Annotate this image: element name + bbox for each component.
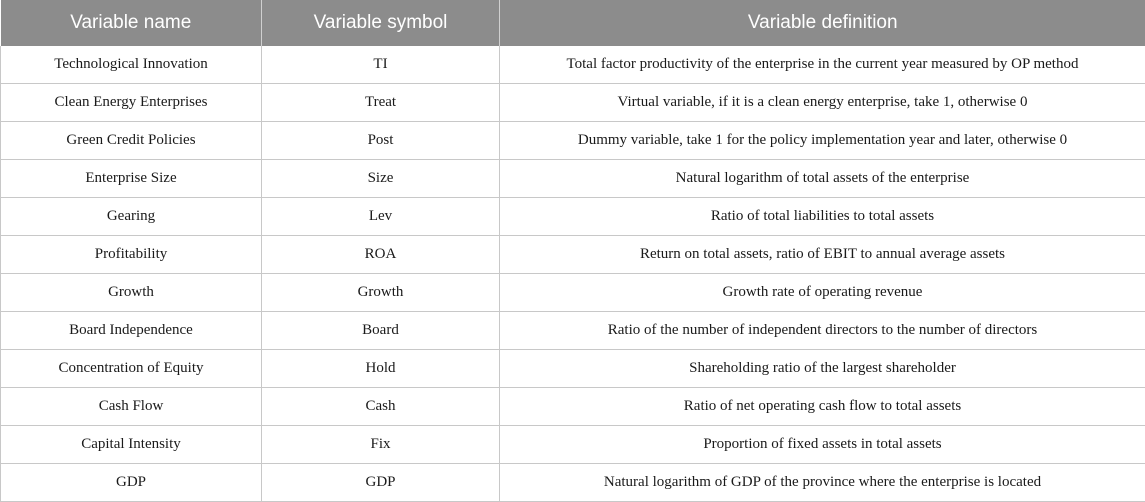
variable-definition-cell: Dummy variable, take 1 for the policy implementation year and later, otherwise 0 xyxy=(500,122,1145,160)
variable-name-cell: Concentration of Equity xyxy=(1,350,262,388)
table-row xyxy=(1,388,1145,426)
header-variable-symbol: Variable symbol xyxy=(262,0,500,46)
variable-name-cell: Profitability xyxy=(1,236,262,274)
variable-definition-cell: Ratio of total liabilities to total assets xyxy=(500,198,1145,236)
table-row xyxy=(1,426,1145,464)
variable-symbol-cell: ROA xyxy=(262,236,500,274)
table-row xyxy=(1,312,1145,350)
variable-symbol-cell: Fix xyxy=(262,426,500,464)
table-header xyxy=(1,0,1145,46)
variable-symbol-cell: Growth xyxy=(262,274,500,312)
variable-definition-cell: Growth rate of operating revenue xyxy=(500,274,1145,312)
variable-symbol-cell: Post xyxy=(262,122,500,160)
variable-symbol-cell: TI xyxy=(262,46,500,84)
variable-symbol-cell: Lev xyxy=(262,198,500,236)
variable-name-cell: Enterprise Size xyxy=(1,160,262,198)
variable-symbol-cell: Size xyxy=(262,160,500,198)
variable-name-cell: Technological Innovation xyxy=(1,46,262,84)
table-row xyxy=(1,350,1145,388)
table-body xyxy=(1,46,1145,502)
variable-definition-cell: Natural logarithm of total assets of the enterprise xyxy=(500,160,1145,198)
variable-name-cell: Cash Flow xyxy=(1,388,262,426)
variable-definition-cell: Virtual variable, if it is a clean energy enterprise, take 1, otherwise 0 xyxy=(500,84,1145,122)
table-row xyxy=(1,46,1145,84)
variable-name-cell: Green Credit Policies xyxy=(1,122,262,160)
variable-definition-cell: Proportion of fixed assets in total assets xyxy=(500,426,1145,464)
variable-name-cell: Capital Intensity xyxy=(1,426,262,464)
header-variable-name: Variable name xyxy=(1,0,262,46)
variable-symbol-cell: Treat xyxy=(262,84,500,122)
table-row xyxy=(1,198,1145,236)
variable-definition-cell: Ratio of the number of independent directors to the number of directors xyxy=(500,312,1145,350)
variable-definition-cell: Total factor productivity of the enterprise in the current year measured by OP method xyxy=(500,46,1145,84)
table-row xyxy=(1,122,1145,160)
variable-definition-cell: Return on total assets, ratio of EBIT to annual average assets xyxy=(500,236,1145,274)
header-row xyxy=(1,0,1145,46)
variable-name-cell: GDP xyxy=(1,464,262,502)
table-row xyxy=(1,274,1145,312)
variable-name-cell: Gearing xyxy=(1,198,262,236)
variable-symbol-cell: Board xyxy=(262,312,500,350)
variable-symbol-cell: Cash xyxy=(262,388,500,426)
variable-definition-cell: Shareholding ratio of the largest shareholder xyxy=(500,350,1145,388)
variable-name-cell: Growth xyxy=(1,274,262,312)
variable-name-cell: Clean Energy Enterprises xyxy=(1,84,262,122)
table-row xyxy=(1,236,1145,274)
header-variable-definition: Variable definition xyxy=(500,0,1145,46)
table-row xyxy=(1,160,1145,198)
variable-symbol-cell: Hold xyxy=(262,350,500,388)
variable-definition-cell: Natural logarithm of GDP of the province where the enterprise is located xyxy=(500,464,1145,502)
table-row xyxy=(1,84,1145,122)
variable-name-cell: Board Independence xyxy=(1,312,262,350)
variable-definition-cell: Ratio of net operating cash flow to total assets xyxy=(500,388,1145,426)
variable-symbol-cell: GDP xyxy=(262,464,500,502)
